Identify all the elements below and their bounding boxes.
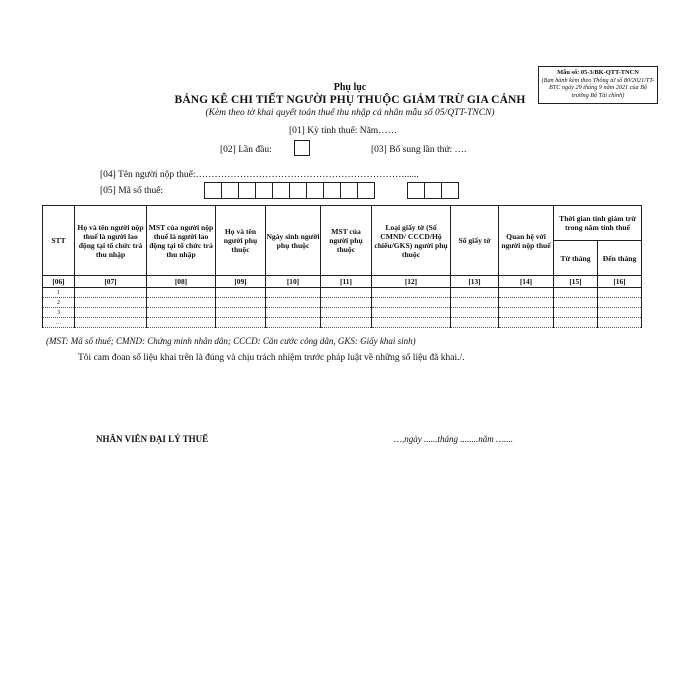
abbreviations-footnote: (MST: Mã số thuế; CMND: Chứng minh nhân dân; CCCD: Căn cước công dân, GKS: Giấy khai sinh) — [46, 336, 416, 346]
form-code: Mẫu số: 05-3/BK-QTT-TNCN — [557, 69, 639, 76]
table-cell[interactable] — [451, 298, 499, 308]
column-code: [10] — [266, 276, 321, 288]
table-cell[interactable] — [266, 318, 321, 328]
table-cell[interactable] — [499, 288, 554, 298]
table-cell[interactable] — [372, 308, 451, 318]
tax-code-suffix-cell[interactable] — [441, 182, 459, 199]
table-cell[interactable] — [451, 308, 499, 318]
header-stt: STT — [43, 206, 75, 276]
table-cell[interactable] — [75, 308, 147, 318]
tax-code-suffix-cell[interactable] — [424, 182, 442, 199]
table-cell[interactable] — [554, 288, 598, 298]
tax-code-digit-cell[interactable] — [340, 182, 358, 199]
column-code-row — [43, 276, 642, 288]
tax-code-digit-cell[interactable] — [357, 182, 375, 199]
table-cell[interactable] — [321, 318, 372, 328]
tax-code-digit-cell[interactable] — [204, 182, 222, 199]
tax-code-digit-cell[interactable] — [323, 182, 341, 199]
table-cell[interactable] — [75, 288, 147, 298]
table-cell[interactable] — [554, 318, 598, 328]
table-cell[interactable] — [216, 298, 266, 308]
appendix-label: Phụ lục — [333, 82, 367, 93]
header-dependent-dob: Ngày sinh người phụ thuộc — [266, 206, 321, 276]
row-number: 2 — [43, 298, 75, 308]
dependents-table — [42, 205, 642, 328]
tax-agent-signature-label: NHÂN VIÊN ĐẠI LÝ THUẾ — [96, 434, 209, 444]
table-cell[interactable] — [554, 308, 598, 318]
header-relationship: Quan hệ với người nộp thuế — [499, 206, 554, 276]
tax-code-digit-cell[interactable] — [272, 182, 290, 199]
row-number: … — [43, 318, 75, 328]
header-document-number: Số giấy tờ — [451, 206, 499, 276]
header-document-type: Loại giấy tờ (Số CMND/ CCCD/Hộ chiếu/GKS) người phụ thuộc — [372, 206, 451, 276]
table-row — [43, 298, 642, 308]
first-time-checkbox[interactable] — [294, 140, 310, 156]
tax-code-suffix-cells[interactable] — [408, 182, 459, 199]
document-title: BẢNG KÊ CHI TIẾT NGƯỜI PHỤ THUỘC GIẢM TRỪ GIA CẢNH — [174, 94, 526, 106]
supplement-field: [03] Bổ sung lần thứ: …. — [371, 145, 467, 155]
header-deduction-period: Thời gian tính giảm trừ trong năm tính thuế — [554, 206, 642, 241]
table-row — [43, 318, 642, 328]
table-cell[interactable] — [372, 288, 451, 298]
table-cell[interactable] — [499, 298, 554, 308]
table-cell[interactable] — [598, 298, 642, 308]
column-code: [12] — [372, 276, 451, 288]
table-cell[interactable] — [266, 298, 321, 308]
tax-code-digit-cell[interactable] — [306, 182, 324, 199]
row-number: 1 — [43, 288, 75, 298]
form-issuance-note: (Ban hành kèm theo Thông tư số 80/2021/TT-BTC ngày 29 tháng 9 năm 2021 của Bộ trưởng Bộ Tài chính) — [541, 76, 655, 99]
table-cell[interactable] — [451, 288, 499, 298]
tax-code-suffix-cell[interactable] — [407, 182, 425, 199]
table-cell[interactable] — [321, 288, 372, 298]
row-number: 3 — [43, 308, 75, 318]
table-row — [43, 308, 642, 318]
header-dependent-name: Họ và tên người phụ thuộc — [216, 206, 266, 276]
tax-code-digit-cells[interactable] — [205, 182, 375, 199]
column-code: [14] — [499, 276, 554, 288]
column-code: [06] — [43, 276, 75, 288]
table-cell[interactable] — [598, 318, 642, 328]
tax-code-digit-cell[interactable] — [255, 182, 273, 199]
column-code: [08] — [147, 276, 216, 288]
tax-period-field: [01] Kỳ tính thuế: Năm…… — [289, 126, 398, 136]
column-code: [07] — [75, 276, 147, 288]
table-cell[interactable] — [147, 298, 216, 308]
tax-code-label: [05] Mã số thuế: — [100, 186, 164, 196]
table-cell[interactable] — [372, 298, 451, 308]
table-cell[interactable] — [216, 318, 266, 328]
table-cell[interactable] — [266, 308, 321, 318]
tax-code-digit-cell[interactable] — [238, 182, 256, 199]
form-code-box — [538, 66, 658, 104]
table-cell[interactable] — [216, 308, 266, 318]
column-code: [16] — [598, 276, 642, 288]
header-from-month: Từ tháng — [554, 241, 598, 276]
tax-code-digit-cell[interactable] — [221, 182, 239, 199]
table-cell[interactable] — [216, 288, 266, 298]
header-to-month: Đến tháng — [598, 241, 642, 276]
commitment-statement: Tôi cam đoan số liệu khai trên là đúng và chịu trách nhiệm trước pháp luật về những số liệu đã khai./. — [78, 353, 465, 363]
table-cell[interactable] — [554, 298, 598, 308]
table-cell[interactable] — [147, 308, 216, 318]
tax-code-digit-cell[interactable] — [289, 182, 307, 199]
table-cell[interactable] — [598, 288, 642, 298]
table-cell[interactable] — [266, 288, 321, 298]
table-cell[interactable] — [147, 288, 216, 298]
table-cell[interactable] — [147, 318, 216, 328]
table-row — [43, 288, 642, 298]
first-time-label: [02] Lần đầu: — [220, 145, 272, 155]
signature-date-line: …,ngày ......tháng ........năm ….... — [394, 434, 513, 444]
table-cell[interactable] — [321, 308, 372, 318]
column-code: [13] — [451, 276, 499, 288]
table-cell[interactable] — [321, 298, 372, 308]
table-cell[interactable] — [499, 308, 554, 318]
table-cell[interactable] — [75, 298, 147, 308]
document-subtitle: (Kèm theo tờ khai quyết toán thuế thu nhập cá nhân mẫu số 05/QTT-TNCN) — [205, 108, 495, 118]
taxpayer-name-field: [04] Tên người nộp thuế:…………………………………………………………...... — [100, 170, 419, 180]
header-taxpayer-mst: MST của người nộp thuế là người lao động tại tổ chức trả thu nhập — [147, 206, 216, 276]
table-cell[interactable] — [75, 318, 147, 328]
header-taxpayer-name: Họ và tên người nộp thuế là người lao động tại tổ chức trả thu nhập — [75, 206, 147, 276]
table-cell[interactable] — [598, 308, 642, 318]
table-cell[interactable] — [451, 318, 499, 328]
table-cell[interactable] — [499, 318, 554, 328]
column-code: [09] — [216, 276, 266, 288]
table-cell[interactable] — [372, 318, 451, 328]
header-dependent-mst: MST của người phụ thuộc — [321, 206, 372, 276]
column-code: [11] — [321, 276, 372, 288]
column-code: [15] — [554, 276, 598, 288]
